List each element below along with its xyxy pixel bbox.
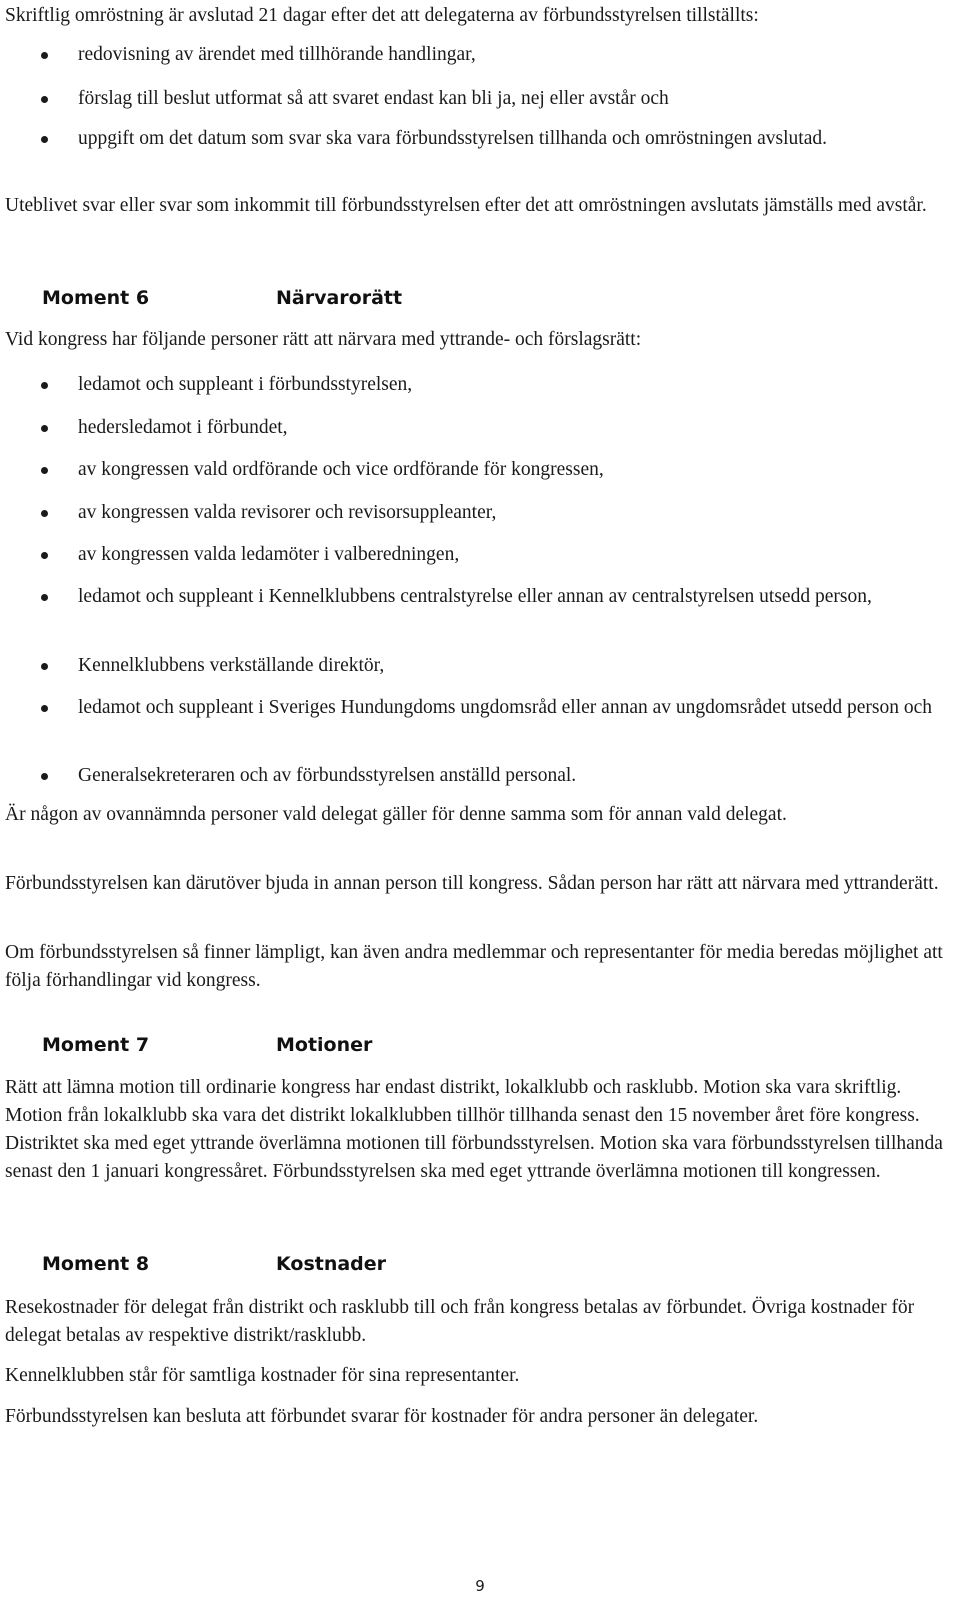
list-item: Kennelklubbens verkställande direktör, bbox=[5, 652, 950, 680]
attendance-lead-paragraph: Vid kongress har följande personer rätt att närvara med yttrande- och förslagsrätt: bbox=[5, 329, 642, 350]
list-item: ledamot och suppleant i Sveriges Hundungdoms ungdomsråd eller annan av ungdomsrådet utsedd person och bbox=[5, 694, 950, 722]
section-title: Motioner bbox=[276, 1034, 373, 1056]
kennel-club-costs-paragraph: Kennelklubben står för samtliga kostnader för sina representanter. bbox=[5, 1365, 520, 1386]
section-heading-moment-8 bbox=[5, 1250, 950, 1278]
bullet-icon bbox=[41, 467, 48, 474]
voting-closing-paragraph: Uteblivet svar eller svar som inkommit till förbundsstyrelsen efter det att omröstningen avslutats jämställs med avstår. bbox=[5, 195, 927, 216]
section-title: Närvarorätt bbox=[276, 287, 403, 309]
list-item: av kongressen valda ledamöter i valberedningen, bbox=[5, 541, 950, 569]
delegate-paragraph: Är någon av ovannämnda personer vald delegat gäller för denne samma som för annan vald delegat. bbox=[5, 804, 787, 825]
bullet-icon bbox=[41, 136, 48, 143]
voting-intro-paragraph: Skriftlig omröstning är avslutad 21 dagar efter det att delegaterna av förbundsstyrelsen tillställts: bbox=[5, 5, 759, 26]
bullet-icon bbox=[41, 52, 48, 59]
list-item: Generalsekreteraren och av förbundsstyrelsen anställd personal. bbox=[5, 762, 950, 790]
invite-paragraph: Förbundsstyrelsen kan därutöver bjuda in annan person till kongress. Sådan person har rätt att närvara med yttranderätt. bbox=[5, 873, 939, 894]
bullet-icon bbox=[41, 382, 48, 389]
list-item: uppgift om det datum som svar ska vara förbundsstyrelsen tillhanda och omröstningen avslutad. bbox=[5, 125, 950, 153]
travel-costs-paragraph: Resekostnader för delegat från distrikt och rasklubb till och från kongress betalas av förbundet. Övriga kostnader för delegat betalas av respektive distrikt/rasklubb. bbox=[5, 1297, 915, 1346]
list-item: av kongressen vald ordförande och vice ordförande för kongressen, bbox=[5, 456, 950, 484]
media-paragraph: Om förbundsstyrelsen så finner lämpligt, kan även andra medlemmar och representanter för media beredas möjlighet att följa förhandlingar vid kongress. bbox=[5, 942, 943, 991]
bullet-icon bbox=[41, 425, 48, 432]
list-item: av kongressen valda revisorer och revisorsuppleanter, bbox=[5, 499, 950, 527]
bullet-icon bbox=[41, 663, 48, 670]
bullet-icon bbox=[41, 773, 48, 780]
section-number: Moment 7 bbox=[42, 1034, 150, 1056]
list-item: ledamot och suppleant i Kennelklubbens centralstyrelse eller annan av centralstyrelsen utsedd person, bbox=[5, 583, 950, 611]
bullet-icon bbox=[41, 594, 48, 601]
section-number: Moment 6 bbox=[42, 287, 150, 309]
list-item: redovisning av ärendet med tillhörande handlingar, bbox=[5, 41, 950, 69]
list-item: förslag till beslut utformat så att svaret endast kan bli ja, nej eller avstår och bbox=[5, 85, 950, 113]
section-title: Kostnader bbox=[276, 1253, 387, 1275]
bullet-icon bbox=[41, 510, 48, 517]
list-item: ledamot och suppleant i förbundsstyrelsen, bbox=[5, 371, 950, 399]
bullet-icon bbox=[41, 705, 48, 712]
section-heading-moment-6 bbox=[5, 284, 950, 312]
bullet-icon bbox=[41, 96, 48, 103]
board-costs-paragraph: Förbundsstyrelsen kan besluta att förbundet svarar för kostnader för andra personer än delegater. bbox=[5, 1406, 759, 1427]
bullet-icon bbox=[41, 552, 48, 559]
section-heading-moment-7 bbox=[5, 1031, 950, 1059]
section-number: Moment 8 bbox=[42, 1253, 150, 1275]
list-item: hedersledamot i förbundet, bbox=[5, 414, 950, 442]
motion-paragraph: Rätt att lämna motion till ordinarie kongress har endast distrikt, lokalklubb och rasklubb. Motion ska vara skriftlig. Motion från lokalklubb ska vara det distrikt lokalklubben tillhör tillhanda senast den 15 november året före kongress. Distriktet ska med eget yttrande överlämna motionen till förbundsstyrelsen. Motion ska vara förbundsstyrelsen tillhanda senast den 1 januari kongressåret. Förbundsstyrelsen ska med eget yttrande överlämna motionen till kongressen. bbox=[5, 1077, 943, 1182]
page-number: 9 bbox=[475, 1577, 485, 1595]
